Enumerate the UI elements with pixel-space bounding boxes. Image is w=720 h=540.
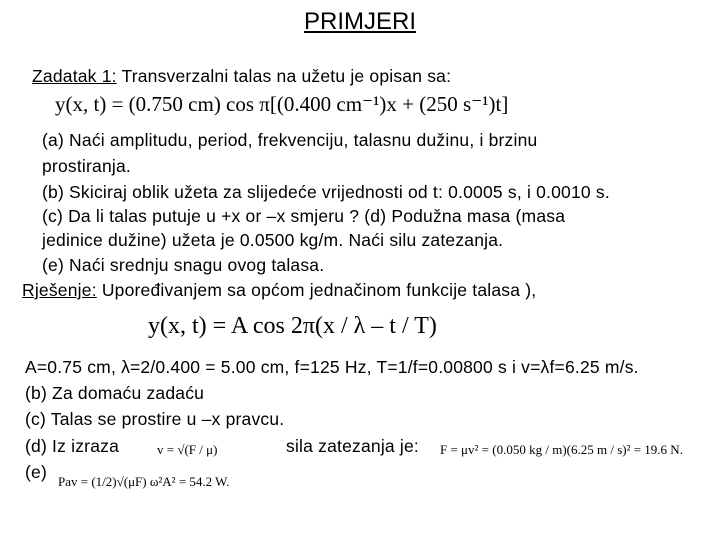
- tension-formula: F = μv² = (0.050 kg / m)(6.25 m / s)² = 19.6 N.: [440, 442, 683, 457]
- answer-d-middle: sila zatezanja je:: [286, 436, 419, 456]
- answer-b: (b) Za domaću zadaću: [25, 383, 205, 403]
- power-formula: Pav = (1/2)√(μF) ω²A² = 54.2 W.: [58, 474, 230, 489]
- wave-equation: y(x, t) = (0.750 cm) cos π[(0.400 cm⁻¹)x + (250 s⁻¹)t]: [55, 92, 509, 116]
- question-line: prostiranja.: [42, 156, 131, 176]
- question-line: jedinice dužine) užeta je 0.0500 kg/m. Naći silu zatezanja.: [42, 230, 504, 250]
- task-text: Transverzalni talas na užetu je opisan sa:: [116, 66, 452, 86]
- answer-c: (c) Talas se prostire u –x pravcu.: [25, 409, 285, 429]
- question-line: (c) Da li talas putuje u +x or –x smjeru ? (d) Podužna masa (masa: [42, 206, 566, 226]
- question-line: (e) Naći srednju snagu ovog talasa.: [42, 255, 325, 275]
- question-line: (b) Skiciraj oblik užeta za slijedeće vrijednosti od t: 0.0005 s, i 0.0010 s.: [42, 182, 610, 202]
- page-title: PRIMJERI: [303, 8, 416, 35]
- answer-a: A=0.75 cm, λ=2/0.400 = 5.00 cm, f=125 Hz, T=1/f=0.00800 s i v=λf=6.25 m/s.: [25, 357, 639, 377]
- question-line: (a) Naći amplitudu, period, frekvenciju, talasnu dužinu, i brzinu: [42, 130, 538, 150]
- task-line: [32, 66, 451, 87]
- answer-e-prefix: (e): [25, 462, 47, 482]
- velocity-formula: v = √(F / μ): [157, 442, 218, 457]
- answer-d-prefix: (d) Iz izraza: [25, 436, 120, 456]
- solution-line: [22, 280, 536, 301]
- solution-label: Rješenje:: [22, 280, 97, 300]
- solution-text: Upoređivanjem sa općom jednačinom funkcije talasa ),: [96, 280, 537, 300]
- general-wave-equation: y(x, t) = A cos 2π(x / λ – t / T): [148, 313, 437, 339]
- task-label: Zadatak 1:: [32, 66, 117, 86]
